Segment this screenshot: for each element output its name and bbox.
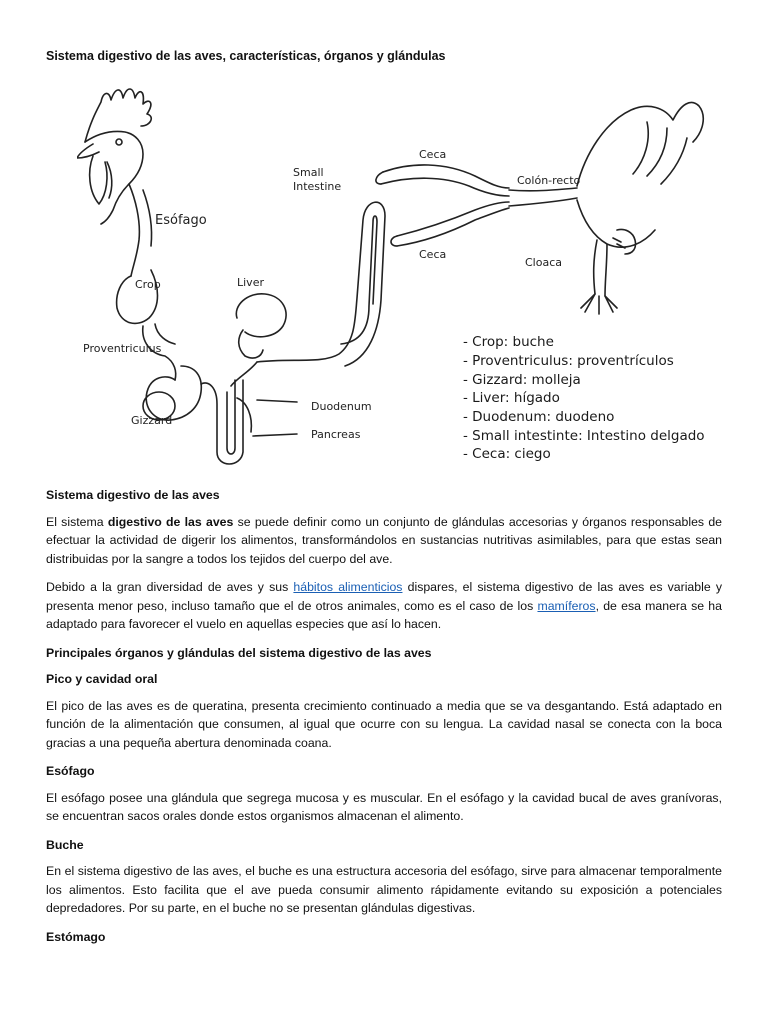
- paragraph: [46, 513, 722, 569]
- section-heading: Buche: [46, 837, 84, 852]
- text-run: se puede definir como un conjunto de glándulas accesorias y órganos responsables de efectuar la actividad de digerir los alimentos, transformándolos en sustancias nutritivas asimilables, para que estas sean distribuidas por la sangre a todos los tejidos del cuerpo del ave.: [46, 514, 723, 566]
- label-crop: Crop: [135, 278, 161, 291]
- digestive-system-diagram: [77, 80, 711, 472]
- label-cloaca: Cloaca: [525, 256, 562, 269]
- paragraph: El esófago posee una glándula que segrega mucosa y es muscular. En el esófago y la cavidad bucal de aves granívoras, se encuentran sacos orales donde estos organismos almacenan el alimento.: [46, 790, 722, 823]
- paragraph: El pico de las aves es de queratina, presenta crecimiento continuado a media que se va desgantando. Está adaptado en función de la alimentación que consumen, al igual que ocurre con su lengua. La cavidad nasal se conecta con la boca gracias a una pequeña abertura denominada coana.: [46, 698, 722, 750]
- legend-item: - Proventriculus: proventrículos: [463, 353, 674, 369]
- paragraph: En el sistema digestivo de las aves, el buche es una estructura accesoria del esófago, sirve para almacenar temporalmente los alimentos. Esto facilita que el ave pueda consumir alimento rápidamente evitando su exposición a potenciales depredadores. Por su parte, en el buche no se presentan glándulas digestivas.: [46, 864, 722, 915]
- label-liver: Liver: [237, 276, 264, 289]
- document-body: [46, 478, 722, 954]
- label-ceca-bottom: Ceca: [419, 248, 447, 261]
- text-run: , de esa manera se ha adaptado para favorecer el vuelo en aquellas especies que así lo hacen.: [46, 598, 722, 631]
- document-title: Sistema digestivo de las aves, características, órganos y glándulas: [46, 49, 446, 63]
- legend-item: - Gizzard: molleja: [463, 372, 581, 388]
- legend-item: - Ceca: ciego: [463, 446, 551, 462]
- label-proventriculus: Proventriculus: [83, 342, 162, 355]
- legend-item: - Crop: buche: [463, 334, 554, 350]
- habitos-alimenticios-link[interactable]: hábitos alimenticios: [293, 580, 403, 594]
- text-run: Debido a la gran diversidad de aves y sus: [46, 580, 294, 594]
- label-gizzard: Gizzard: [131, 414, 173, 427]
- section-heading: Pico y cavidad oral: [46, 672, 158, 686]
- section-heading: Principales órganos y glándulas del sistema digestivo de las aves: [46, 645, 432, 660]
- mamiferos-link[interactable]: mamíferos: [537, 598, 596, 613]
- legend-item: - Liver: hígado: [463, 390, 560, 406]
- label-duodenum: Duodenum: [311, 400, 372, 413]
- label-colon-recto: Colón-recto: [517, 174, 581, 187]
- section-heading: Estómago: [46, 929, 106, 944]
- text-run: El sistema: [46, 514, 108, 529]
- label-pancreas: Pancreas: [311, 428, 361, 441]
- bold-text: digestivo de las aves: [107, 514, 234, 529]
- section-heading: Sistema digestivo de las aves: [46, 488, 220, 502]
- paragraph: [46, 578, 722, 634]
- text-run: dispares, el sistema digestivo de las aves es variable y presenta menor peso, incluso tamaño que el de otros animales, como es el caso de los: [46, 580, 722, 613]
- legend-item: - Small intestinte: Intestino delgado: [463, 428, 705, 444]
- label-small-intestine-2: Intestine: [293, 180, 342, 193]
- label-esofago: Esófago: [155, 213, 207, 228]
- legend-item: - Duodenum: duodeno: [463, 409, 615, 425]
- section-heading: Esófago: [46, 764, 95, 778]
- label-small-intestine-1: Small: [293, 166, 324, 179]
- label-ceca-top: Ceca: [419, 148, 447, 161]
